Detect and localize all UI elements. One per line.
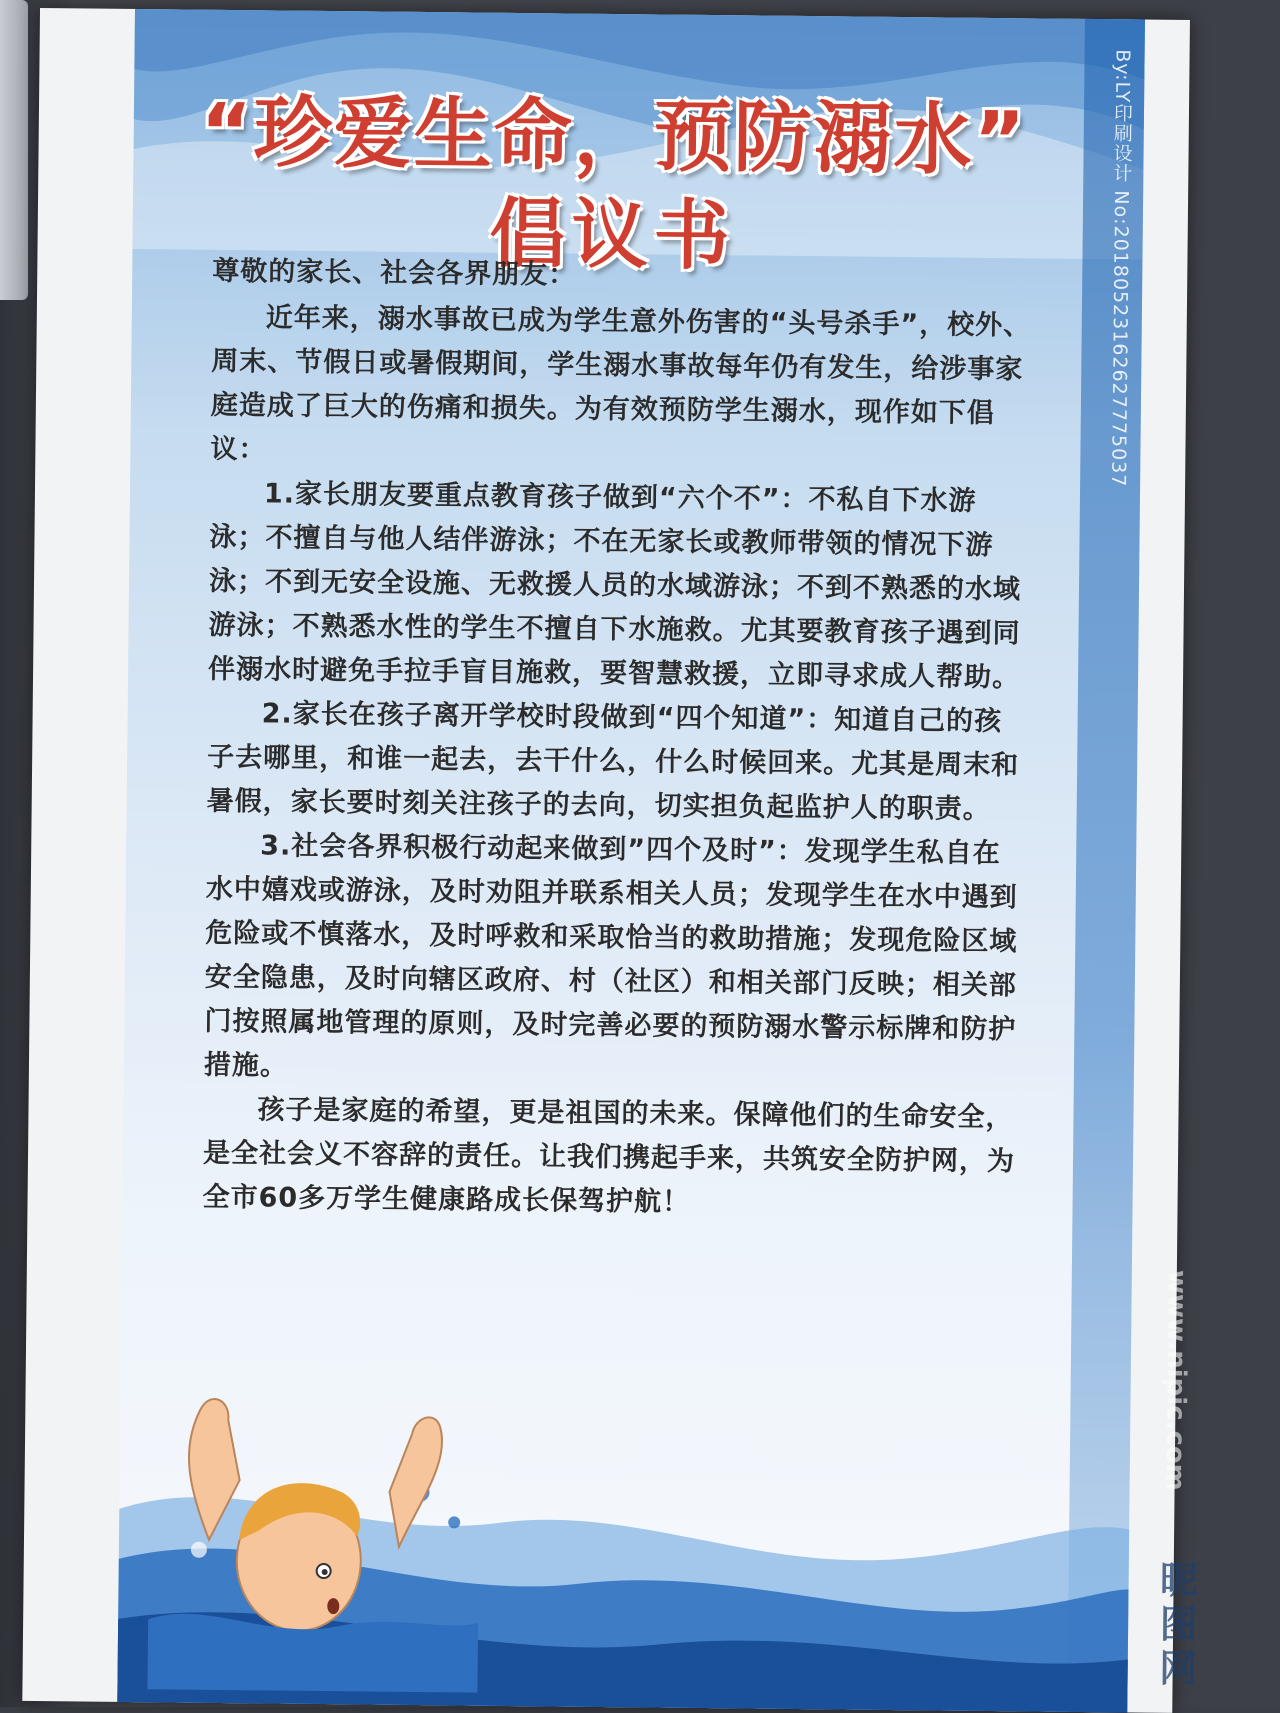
poster-subtitle: 倡议书 (489, 188, 737, 281)
paragraph-item-1: 1.家长朋友要重点教育孩子做到“六个不”：不私自下水游泳；不擅自与他人结伴游泳；不在无家长或教师带领的情况下游泳；不到无安全设施、无救援人员的水域游泳；不到不熟悉的水域游泳；不熟悉水性的学生不擅自下水施救。尤其要教育孩子遇到同伴溺水时避免手拉手盲目施救，要智慧救援，立即寻求成人帮助。 (207, 478, 1022, 694)
paragraph-closing: 孩子是家庭的希望，更是祖国的未来。保障他们的生命安全，是全社会义不容辞的责任。让我们携起手来，共筑安全防护网，为全市60多万学生健康路成长保驾护航！ (202, 1094, 1016, 1218)
poster (117, 9, 1198, 1712)
paragraph-intro: 近年来，溺水事故已成为学生意外伤害的“头号杀手”，校外、周末、节假日或暑假期间，学生溺水事故每年仍有发生，给涉事家庭造成了巨大的伤痛和损失。为有效预防学生溺水，现作如下倡议： (210, 302, 1032, 466)
watermark-url: www.nipic.com (1159, 1269, 1192, 1491)
poster-title: “珍爱生命，预防溺水” (199, 87, 1028, 187)
paragraph-item-2: 2.家长在孩子离开学校时段做到“四个知道”：知道自己的孩子去哪里，和谁一起去，去干什么，什么时候回来。尤其是周末和暑假，家长要时刻关注孩子的去向，切实担负起监护人的职责。 (206, 698, 1020, 825)
letter-body (202, 250, 1032, 1229)
serial-no: No:20180523162627775037 (1107, 190, 1133, 488)
tray-edge (0, 0, 28, 300)
greeting: 尊敬的家长、社会各界朋友： (212, 255, 577, 291)
watermark-logo: 昵图网 (1152, 1559, 1198, 1693)
serial-number (1105, 49, 1137, 487)
paper-sheet (22, 8, 1198, 1713)
author-credit: By:LY印刷设计 (1110, 49, 1134, 184)
paragraph-item-3: 3.社会各界积极行动起来做到”四个及时”：发现学生私自在水中嬉戏或游泳，及时劝阻并联系相关人员；发现学生在水中遇到危险或不慎落水，及时呼救和采取恰当的救助措施；发现危险区域安全隐患，及时向辖区政府、村（社区）和相关部门反映；相关部门按照属地管理的原则，及时完善必要的预防溺水警示标牌和防护措施。 (203, 830, 1018, 1082)
drowning-child-illustration (147, 1369, 480, 1692)
